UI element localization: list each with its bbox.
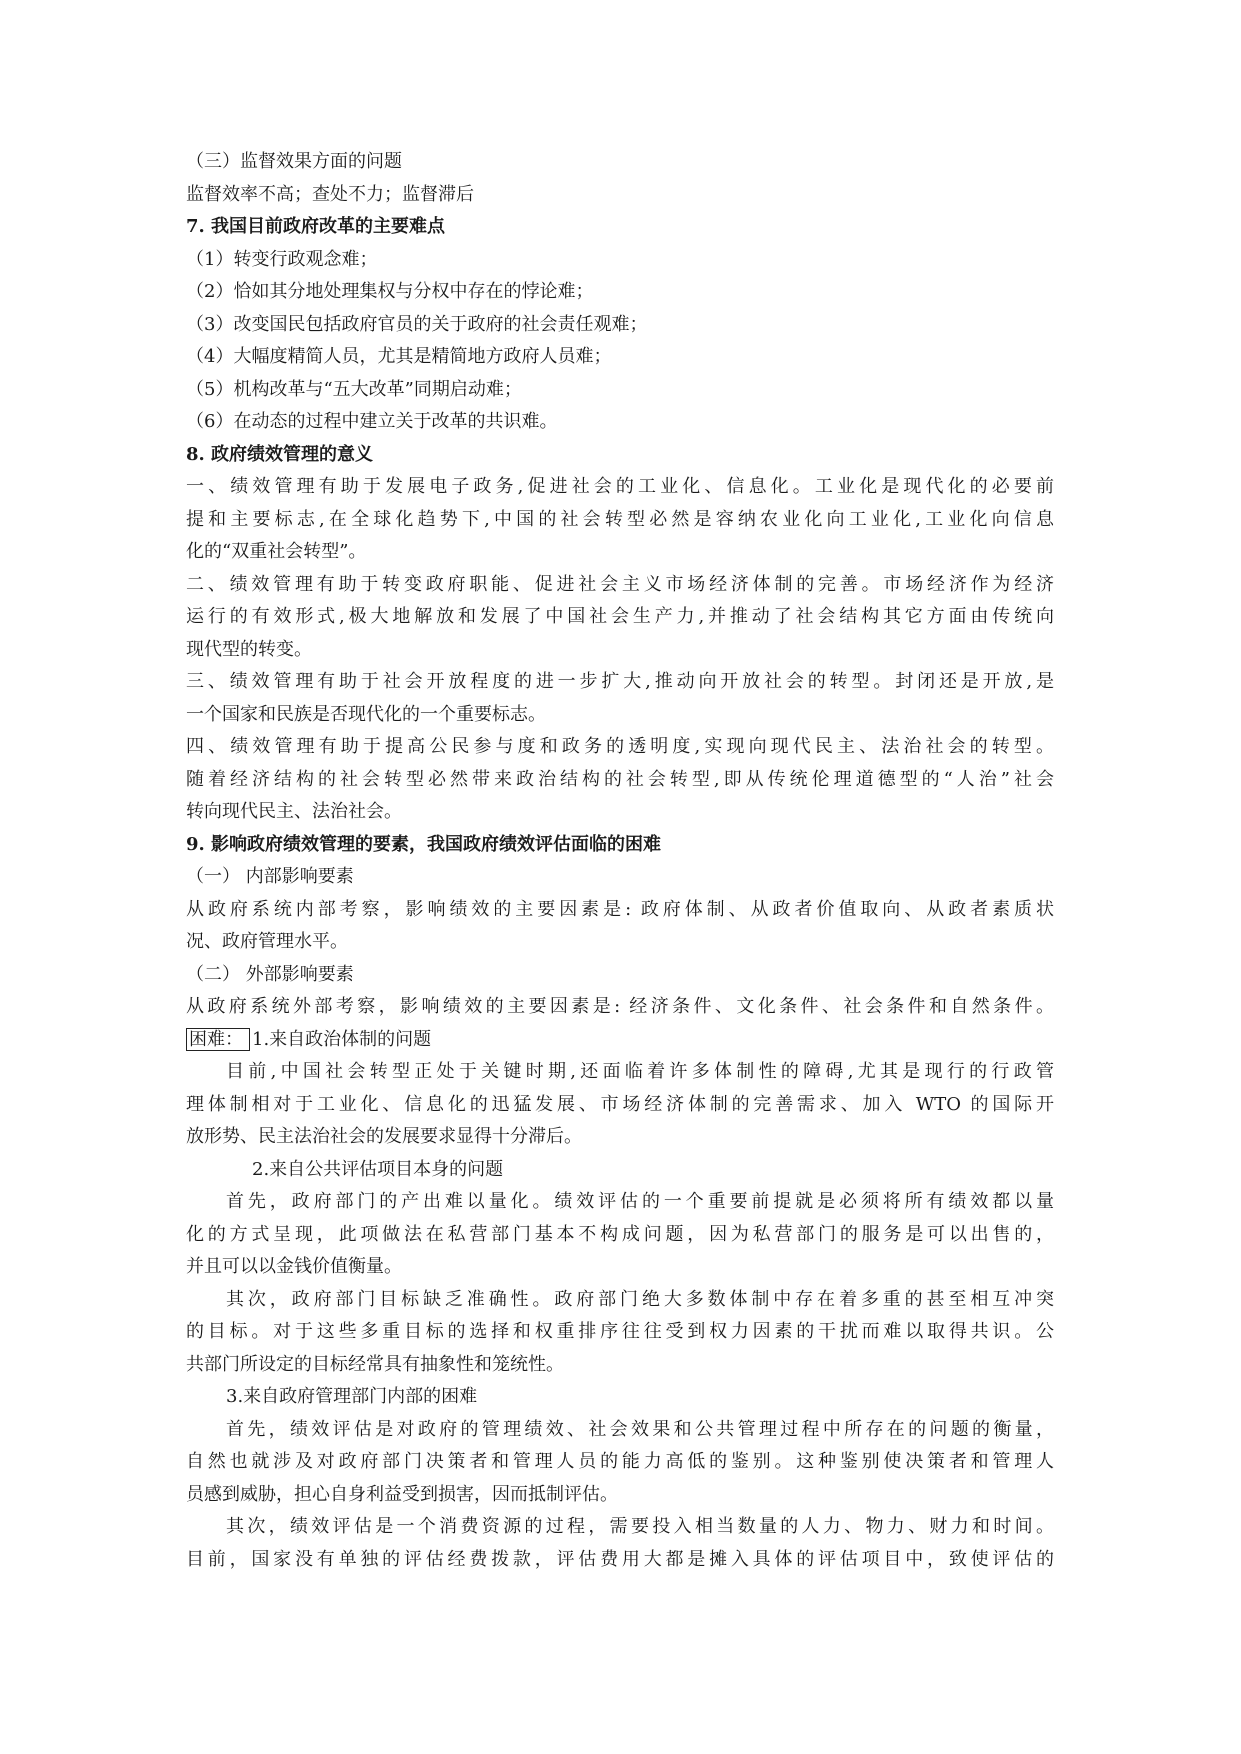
text-line <box>186 1446 1054 1479</box>
text-line <box>186 1479 1054 1512</box>
text-line <box>186 146 1054 179</box>
line-text: 一、绩效管理有助于发展电子政务,促进社会的工业化、信息化。工业化是现代化的必要前 <box>186 476 1054 497</box>
text-line <box>186 1251 1054 1284</box>
text-line <box>186 1349 1054 1382</box>
text-line <box>186 666 1054 699</box>
line-text: 9. 影响政府绩效管理的要素，我国政府绩效评估面临的困难 <box>186 833 662 855</box>
line-text: （2）恰如其分地处理集权与分权中存在的悖论难； <box>186 281 594 302</box>
boxed-label: 困难： <box>186 1028 250 1051</box>
text-line <box>186 634 1054 667</box>
line-text: 目前,中国社会转型正处于关键时期,还面临着许多体制性的障碍,尤其是现行的行政管 <box>226 1061 1054 1082</box>
line-text: 自然也就涉及对政府部门决策者和管理人员的能力高低的鉴别。这种鉴别使决策者和管理人 <box>186 1451 1054 1472</box>
text-line <box>186 504 1054 537</box>
line-text: 监督效率不高；查处不力；监督滞后 <box>186 183 474 205</box>
text-line <box>186 991 1054 1024</box>
line-text: 二、绩效管理有助于转变政府职能、促进社会主义市场经济体制的完善。市场经济作为经济 <box>186 573 1054 595</box>
line-text: 一个国家和民族是否现代化的一个重要标志。 <box>186 703 546 725</box>
text-line <box>186 536 1054 569</box>
line-text: 2.来自公共评估项目本身的问题 <box>252 1158 504 1180</box>
line-text: 3.来自政府管理部门内部的困难 <box>226 1386 478 1407</box>
line-text: 放形势、民主法治社会的发展要求显得十分滞后。 <box>186 1126 582 1147</box>
line-text: 1.来自政治体制的问题 <box>252 1028 432 1050</box>
text-line <box>186 1056 1054 1089</box>
text-line <box>186 179 1054 212</box>
line-text: （1）转变行政观念难； <box>186 248 378 270</box>
document-page <box>186 146 1054 1576</box>
line-text: 运行的有效形式,极大地解放和发展了中国社会生产力,并推动了社会结构其它方面由传统向 <box>186 606 1054 627</box>
line-text: （6）在动态的过程中建立关于改革的共识难。 <box>186 411 558 432</box>
text-line <box>186 276 1054 309</box>
line-text: 况、政府管理水平。 <box>186 931 348 952</box>
line-text: 其次，政府部门目标缺乏准确性。政府部门绝大多数体制中存在着多重的甚至相互冲突 <box>226 1288 1054 1310</box>
line-text: 四、绩效管理有助于提高公民参与度和政务的透明度,实现向现代民主、法治社会的转型。 <box>186 736 1054 757</box>
text-line <box>186 244 1054 277</box>
text-line <box>186 406 1054 439</box>
text-line <box>186 1089 1054 1122</box>
text-line <box>186 1544 1054 1577</box>
line-text: 员感到威胁，担心自身利益受到损害，因而抵制评估。 <box>186 1483 618 1505</box>
section-heading <box>186 829 1054 862</box>
text-line <box>186 1121 1054 1154</box>
text-line <box>186 959 1054 992</box>
line-text: 的目标。对于这些多重目标的选择和权重排序往往受到权力因素的干扰而难以取得共识。公 <box>186 1321 1054 1342</box>
line-text: 8. 政府绩效管理的意义 <box>186 443 374 465</box>
line-text: 首先，政府部门的产出难以量化。绩效评估的一个重要前提就是必须将所有绩效都以量 <box>226 1191 1054 1212</box>
line-text: 其次，绩效评估是一个消费资源的过程，需要投入相当数量的人力、物力、财力和时间。 <box>226 1516 1054 1537</box>
line-text: （一） 内部影响要素 <box>186 866 354 887</box>
text-line <box>186 341 1054 374</box>
line-text: （三）监督效果方面的问题 <box>186 151 402 172</box>
text-line <box>186 796 1054 829</box>
text-line <box>186 926 1054 959</box>
line-text: （二） 外部影响要素 <box>186 963 354 985</box>
section-heading <box>186 211 1054 244</box>
text-line <box>186 601 1054 634</box>
text-line <box>186 569 1054 602</box>
text-line <box>186 764 1054 797</box>
line-text: 从政府系统内部考察，影响绩效的主要因素是: 政府体制、从政者价值取向、从政者素质状 <box>186 898 1054 920</box>
line-text: 并且可以以金钱价值衡量。 <box>186 1256 402 1277</box>
text-line <box>186 1381 1054 1414</box>
line-text: 共部门所设定的目标经常具有抽象性和笼统性。 <box>186 1353 564 1375</box>
text-line <box>186 1414 1054 1447</box>
line-text: 7. 我国目前政府改革的主要难点 <box>186 216 446 237</box>
line-text: 理体制相对于工业化、信息化的迅猛发展、市场经济体制的完善需求、加入 WTO 的国际开 <box>186 1093 1054 1115</box>
text-line <box>186 699 1054 732</box>
line-text: 目前，国家没有单独的评估经费拨款，评估费用大都是摊入具体的评估项目中，致使评估的 <box>186 1548 1054 1570</box>
line-text: 提和主要标志,在全球化趋势下,中国的社会转型必然是容纳农业化向工业化,工业化向信息 <box>186 508 1054 530</box>
line-text: 随着经济结构的社会转型必然带来政治结构的社会转型,即从传统伦理道德型的“人治”社会 <box>186 768 1054 790</box>
line-text: 三、绩效管理有助于社会开放程度的进一步扩大,推动向开放社会的转型。封闭还是开放,是 <box>186 671 1054 692</box>
line-text: 转向现代民主、法治社会。 <box>186 801 402 822</box>
text-line <box>186 1511 1054 1544</box>
text-line <box>186 1219 1054 1252</box>
text-line <box>186 861 1054 894</box>
line-text: （5）机构改革与“五大改革”同期启动难； <box>186 378 522 400</box>
text-line <box>186 1284 1054 1317</box>
line-text: （4）大幅度精简人员，尤其是精简地方政府人员难； <box>186 346 612 367</box>
line-text: 化的“双重社会转型”。 <box>186 541 367 562</box>
text-line <box>186 894 1054 927</box>
line-text: 从政府系统外部考察，影响绩效的主要因素是: 经济条件、文化条件、社会条件和自然条件。 <box>186 996 1054 1017</box>
line-text: （3）改变国民包括政府官员的关于政府的社会责任观难； <box>186 313 648 335</box>
text-line <box>186 309 1054 342</box>
text-line <box>186 1316 1054 1349</box>
text-line <box>186 1024 1054 1057</box>
text-line <box>186 731 1054 764</box>
text-line <box>186 374 1054 407</box>
text-line <box>186 471 1054 504</box>
text-line <box>186 1186 1054 1219</box>
line-text: 首先，绩效评估是对政府的管理绩效、社会效果和公共管理过程中所存在的问题的衡量， <box>226 1418 1054 1440</box>
text-line <box>186 1154 1054 1187</box>
line-text: 化的方式呈现，此项做法在私营部门基本不构成问题，因为私营部门的服务是可以出售的， <box>186 1223 1054 1245</box>
line-text: 现代型的转变。 <box>186 638 312 660</box>
section-heading <box>186 439 1054 472</box>
